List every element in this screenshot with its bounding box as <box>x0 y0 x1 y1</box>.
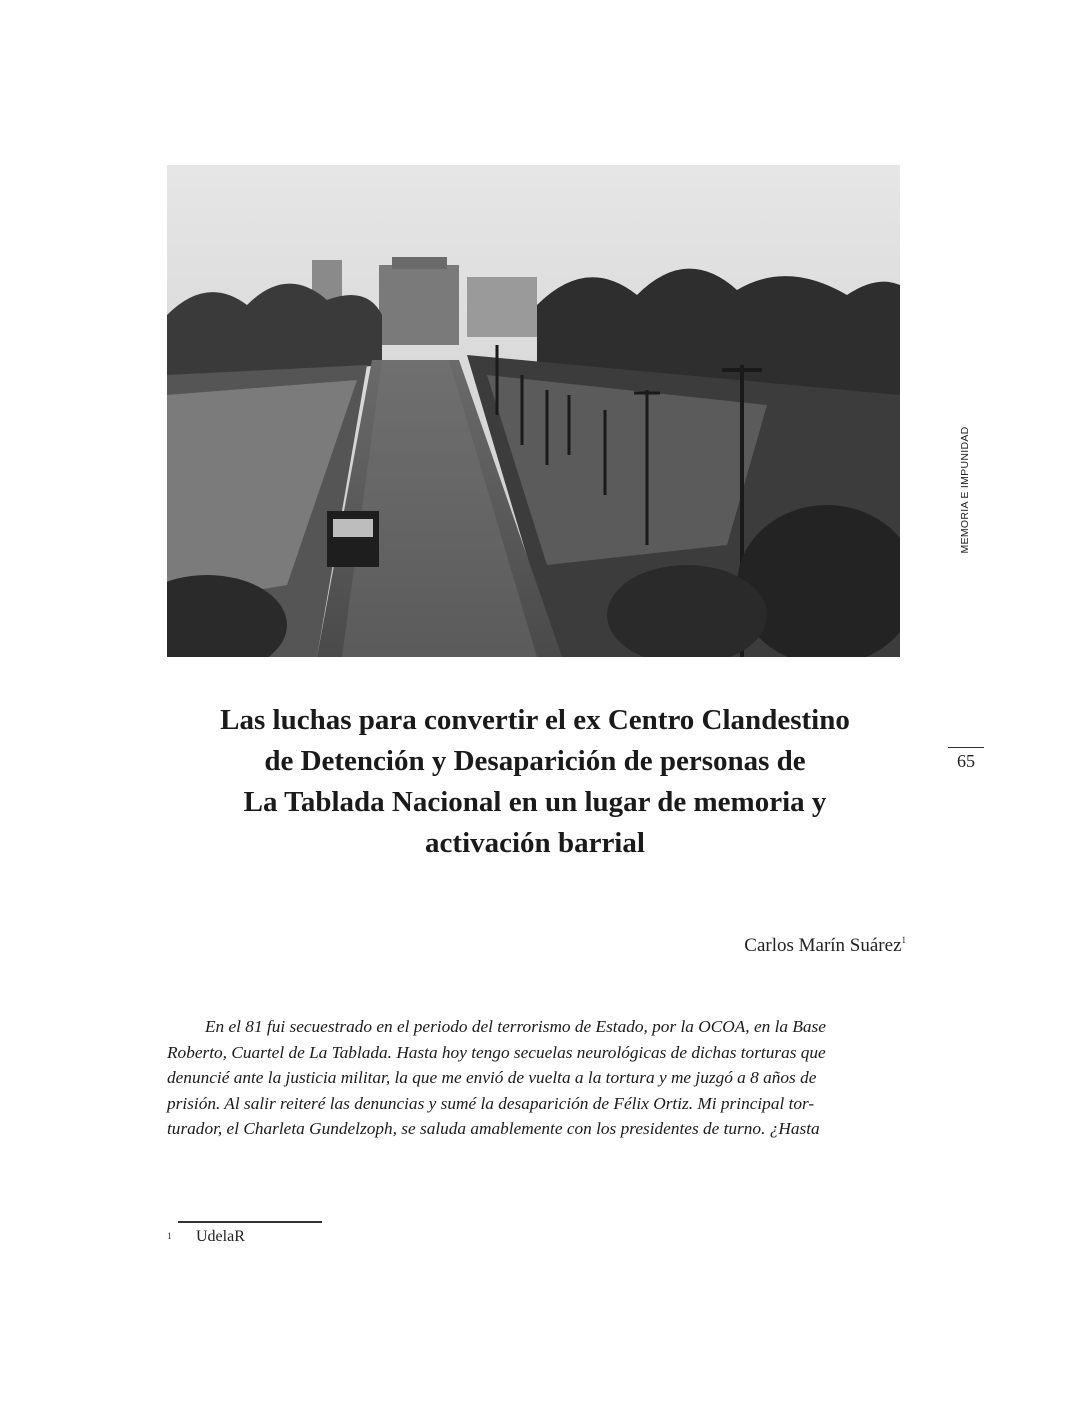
body-line: denuncié ante la justicia militar, la que me envió de vuelta a la tortura y me juzgó a 8 años de <box>167 1068 817 1087</box>
page-number-rule <box>948 747 984 748</box>
body-line: En el 81 fui secuestrado en el periodo del terrorismo de Estado, por la OCOA, en la Base <box>205 1017 826 1036</box>
title-line: de Detención y Desaparición de personas de <box>264 745 806 777</box>
body-line: turador, el Charleta Gundelzoph, se saluda amablemente con los presidentes de turno. ¿Hasta <box>167 1119 820 1138</box>
footnote-reference[interactable]: 1 <box>901 935 906 945</box>
author-name: Carlos Marín Suárez <box>744 935 902 956</box>
footnote-text: UdelaR <box>196 1228 245 1245</box>
author-byline <box>744 935 906 957</box>
title-line: Las luchas para convertir el ex Centro Clandestino <box>220 704 850 736</box>
body-line: prisión. Al salir reiteré las denuncias y sumé la desaparición de Félix Ortiz. Mi principal tor- <box>167 1093 815 1113</box>
title-line: activación barrial <box>425 827 645 859</box>
title-line: La Tablada Nacional en un lugar de memoria y <box>243 786 827 818</box>
cover-photograph <box>167 165 900 657</box>
page-number: 65 <box>957 751 975 771</box>
footnote-marker: 1 <box>167 1231 172 1241</box>
footnote-separator <box>178 1221 322 1223</box>
epigraph-paragraph <box>167 1014 907 1142</box>
running-head-text: MEMORIA E IMPUNIDAD <box>959 426 971 554</box>
body-line: Roberto, Cuartel de La Tablada. Hasta hoy tengo secuelas neurológicas de dichas torturas que <box>167 1042 826 1062</box>
article-title <box>150 700 920 864</box>
road-landscape-image <box>167 165 900 657</box>
